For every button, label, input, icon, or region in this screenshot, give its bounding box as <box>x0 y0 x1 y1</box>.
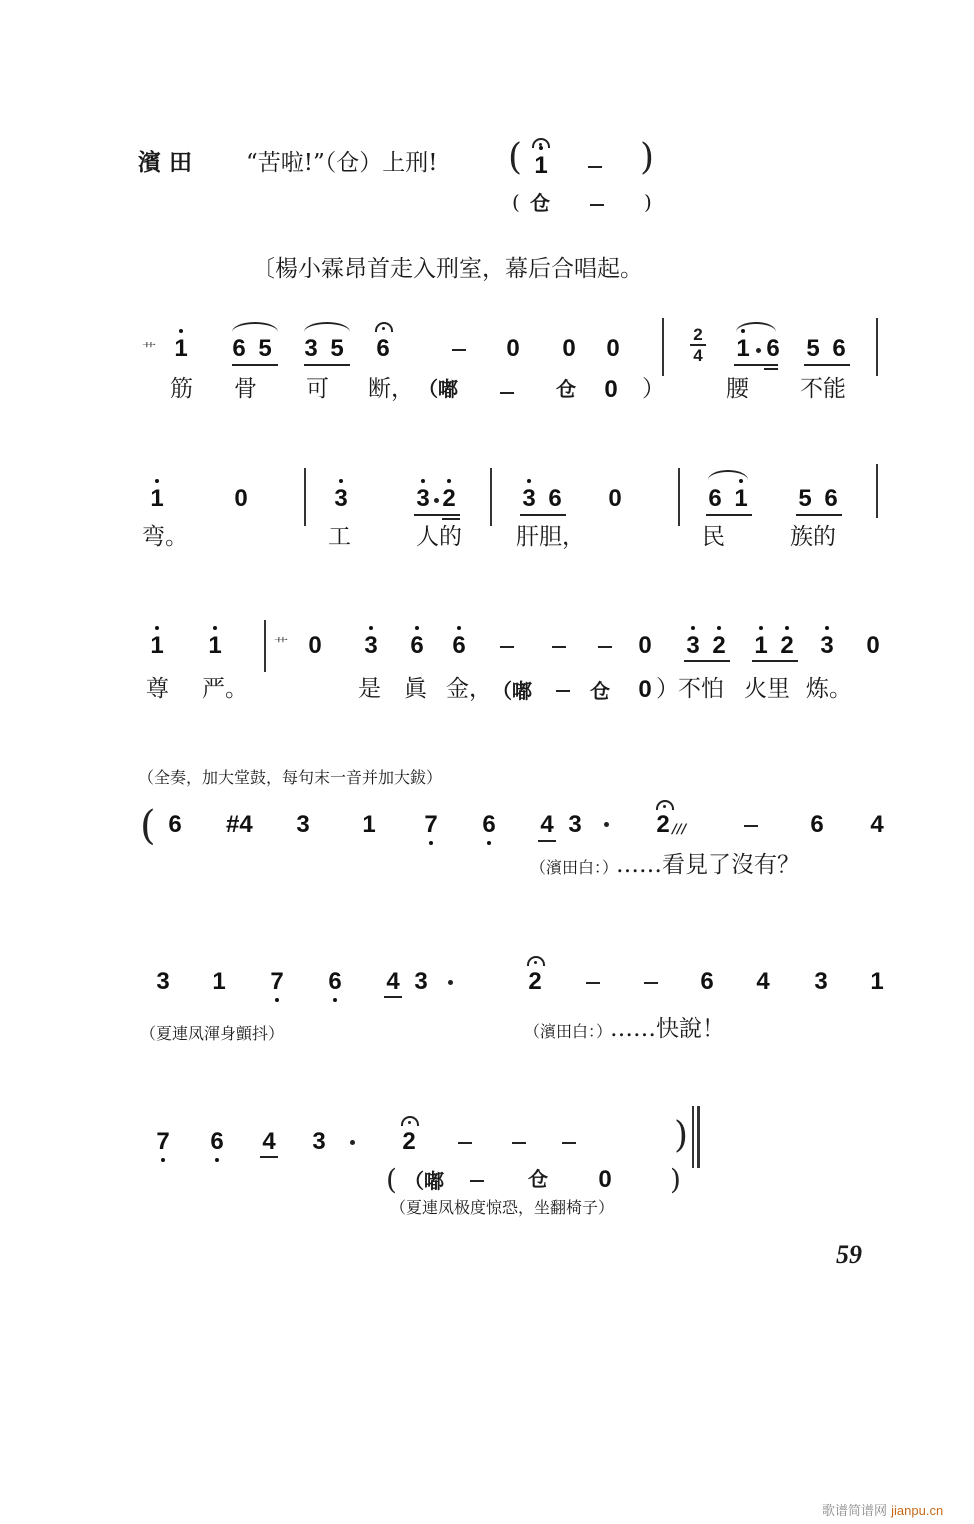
open-paren: ( <box>140 803 156 849</box>
dash <box>586 982 600 984</box>
note: 1 <box>750 634 772 658</box>
note: 4 <box>262 1128 276 1155</box>
dash <box>512 1142 526 1144</box>
note: 1 <box>146 634 168 658</box>
dash <box>590 204 604 206</box>
dash <box>744 825 758 827</box>
underline <box>414 514 460 516</box>
lyric: 严。 <box>202 676 248 702</box>
note: 0 <box>604 376 618 403</box>
slur <box>304 322 350 332</box>
underline <box>684 660 730 662</box>
lyric: 人的 <box>416 524 462 550</box>
note: 1 <box>204 634 226 658</box>
fermata-icon <box>375 322 393 332</box>
note: 3 <box>568 811 582 838</box>
underline <box>538 840 556 842</box>
note: 6 <box>832 335 846 362</box>
note: 0 <box>598 1166 612 1193</box>
barline <box>662 318 664 376</box>
underline <box>442 518 460 520</box>
dialogue-speaker: （濱田白：） <box>524 1022 613 1041</box>
barline <box>264 620 266 672</box>
percussion: 仓 <box>556 377 576 401</box>
underline <box>520 514 566 516</box>
note: 1 <box>362 811 376 838</box>
barline <box>876 464 878 518</box>
dash <box>470 1180 484 1182</box>
fermata-icon <box>656 800 674 810</box>
note: 6 <box>708 485 722 512</box>
note: 1 <box>530 154 552 178</box>
note: 0 <box>866 632 880 659</box>
perc-close: ) <box>644 190 652 214</box>
note: 3 <box>518 487 540 511</box>
percussion: 仓 <box>528 1167 548 1191</box>
time-signature: 2 4 <box>690 326 706 364</box>
barline <box>678 468 680 526</box>
note: 0 <box>506 335 520 362</box>
note: 2 <box>438 487 460 511</box>
note: 4 <box>540 811 554 838</box>
note: 5 <box>806 335 820 362</box>
underline <box>796 514 842 516</box>
note: 1 <box>212 968 226 995</box>
note: 6 <box>206 1130 228 1154</box>
close-paren: ) <box>640 137 655 178</box>
dash <box>644 982 658 984</box>
underline <box>734 364 778 366</box>
note: 3 <box>414 968 428 995</box>
note: #4 <box>226 811 253 838</box>
note: 6 <box>766 335 780 362</box>
note: 3 <box>412 487 434 511</box>
dash <box>556 690 570 692</box>
underline <box>804 364 850 366</box>
augmentation-dot <box>448 980 453 985</box>
underline <box>304 364 350 366</box>
underline <box>706 514 752 516</box>
lyric: 筋 <box>170 376 193 402</box>
action-direction: （夏連凤渾身顫抖） <box>140 1024 285 1043</box>
close-paren: ) <box>670 1163 681 1196</box>
note: 6 <box>824 485 838 512</box>
fermata-icon <box>527 956 545 966</box>
spoken-line: “苦啦!”（仓）上刑! <box>246 150 438 176</box>
dialogue-speaker: （濱田白：） <box>530 858 619 877</box>
dash <box>552 646 566 648</box>
note: 0 <box>638 676 652 703</box>
dialogue-text: ……快說！ <box>610 1016 725 1042</box>
dash <box>588 166 602 168</box>
note: 3 <box>296 811 310 838</box>
slur <box>232 322 278 332</box>
final-barline-thick <box>697 1106 700 1168</box>
note: 1 <box>730 487 752 511</box>
perc-open: ( <box>512 190 520 214</box>
note: 0 <box>606 335 620 362</box>
lyric: 肝胆， <box>516 524 585 550</box>
note: 6 <box>478 813 500 837</box>
note: 0 <box>308 632 322 659</box>
note: 5 <box>330 335 344 362</box>
note: 3 <box>156 968 170 995</box>
note: 5 <box>798 485 812 512</box>
underline <box>232 364 278 366</box>
note: 1 <box>146 487 168 511</box>
note: 0 <box>608 485 622 512</box>
note: 6 <box>168 811 182 838</box>
sanban-mark: 艹 <box>274 637 288 653</box>
note: 2 <box>402 1128 416 1155</box>
paren: ） <box>642 376 665 402</box>
lyric: 族的 <box>790 524 836 550</box>
note: 3 <box>816 634 838 658</box>
note: 6 <box>548 485 562 512</box>
dash <box>500 646 514 648</box>
note: 7 <box>420 813 442 837</box>
augmentation-dot <box>756 348 761 353</box>
note: 0 <box>562 335 576 362</box>
dialogue-text: ……看見了沒有？ <box>616 852 800 878</box>
tremolo-mark: /// <box>672 822 687 837</box>
percussion: （嘟 <box>404 1169 444 1193</box>
note: 4 <box>386 968 400 995</box>
underline <box>260 1156 278 1158</box>
sanban-mark: 艹 <box>142 342 156 358</box>
note: 6 <box>376 335 390 362</box>
dash <box>452 349 466 351</box>
underline <box>752 660 798 662</box>
lyric: 断， <box>368 376 414 402</box>
augmentation-dot <box>604 822 609 827</box>
dash <box>598 646 612 648</box>
action-direction: （夏連凤极度惊恐，坐翻椅子） <box>390 1198 615 1217</box>
dash <box>562 1142 576 1144</box>
note: 6 <box>232 335 246 362</box>
underline <box>384 996 402 998</box>
barline <box>304 468 306 526</box>
lyric: 民 <box>702 524 725 550</box>
lyric: 不能 <box>800 376 846 402</box>
dash <box>500 392 514 394</box>
lyric: 可 <box>306 376 329 402</box>
note: 5 <box>258 335 272 362</box>
note: 7 <box>266 970 288 994</box>
instrumental-note: （全奏，加大堂鼓，每句末一音并加大鈸） <box>138 768 443 787</box>
open-paren: ( <box>386 1163 397 1196</box>
lyric: 金， <box>446 676 492 702</box>
note: 4 <box>870 811 884 838</box>
note: 6 <box>406 634 428 658</box>
final-barline-thin <box>692 1106 694 1168</box>
note: 0 <box>234 485 248 512</box>
note: 7 <box>152 1130 174 1154</box>
paren: ） <box>656 676 679 702</box>
stage-direction: 〔楊小霖昂首走入刑室，幕后合唱起。 <box>252 256 643 282</box>
note: 1 <box>732 337 754 361</box>
percussion: 仓 <box>590 679 610 703</box>
note: 3 <box>814 968 828 995</box>
note: 2 <box>776 634 798 658</box>
lyric: 工 <box>328 524 351 550</box>
note: 1 <box>170 337 192 361</box>
note: 3 <box>304 335 318 362</box>
note: 6 <box>324 970 346 994</box>
lyric: 弯。 <box>142 524 188 550</box>
note: 6 <box>810 811 824 838</box>
augmentation-dot <box>350 1140 355 1145</box>
lyric: 是 <box>358 676 381 702</box>
note: 6 <box>448 634 470 658</box>
note: 3 <box>682 634 704 658</box>
lyric: 眞 <box>404 676 427 702</box>
lyric: 炼。 <box>806 676 852 702</box>
note: 3 <box>312 1128 326 1155</box>
note: 2 <box>528 968 542 995</box>
lyric: 火里 <box>744 676 790 702</box>
lyric: 尊 <box>146 676 169 702</box>
fermata-icon <box>401 1116 419 1126</box>
dash <box>458 1142 472 1144</box>
lyric: 不怕 <box>678 676 724 702</box>
barline <box>490 468 492 526</box>
note: 0 <box>638 632 652 659</box>
note: 2 <box>656 811 670 838</box>
role-name: 濱 田 <box>138 149 193 176</box>
note: 3 <box>330 487 352 511</box>
watermark: 歌谱简谱网 jianpu.cn <box>822 1503 944 1519</box>
percussion: （嘟 <box>418 377 458 401</box>
underline <box>764 368 778 370</box>
percussion-syllable: 仓 <box>530 191 550 215</box>
percussion: （嘟 <box>492 679 532 703</box>
note: 3 <box>360 634 382 658</box>
open-paren: ( <box>508 137 523 178</box>
close-paren: ) <box>674 1115 689 1156</box>
note: 1 <box>870 968 884 995</box>
barline <box>876 318 878 376</box>
lyric: 骨 <box>234 376 257 402</box>
page-number: 59 <box>836 1240 862 1269</box>
lyric: 腰 <box>726 376 749 402</box>
note: 2 <box>708 634 730 658</box>
note: 4 <box>756 968 770 995</box>
note: 6 <box>700 968 714 995</box>
